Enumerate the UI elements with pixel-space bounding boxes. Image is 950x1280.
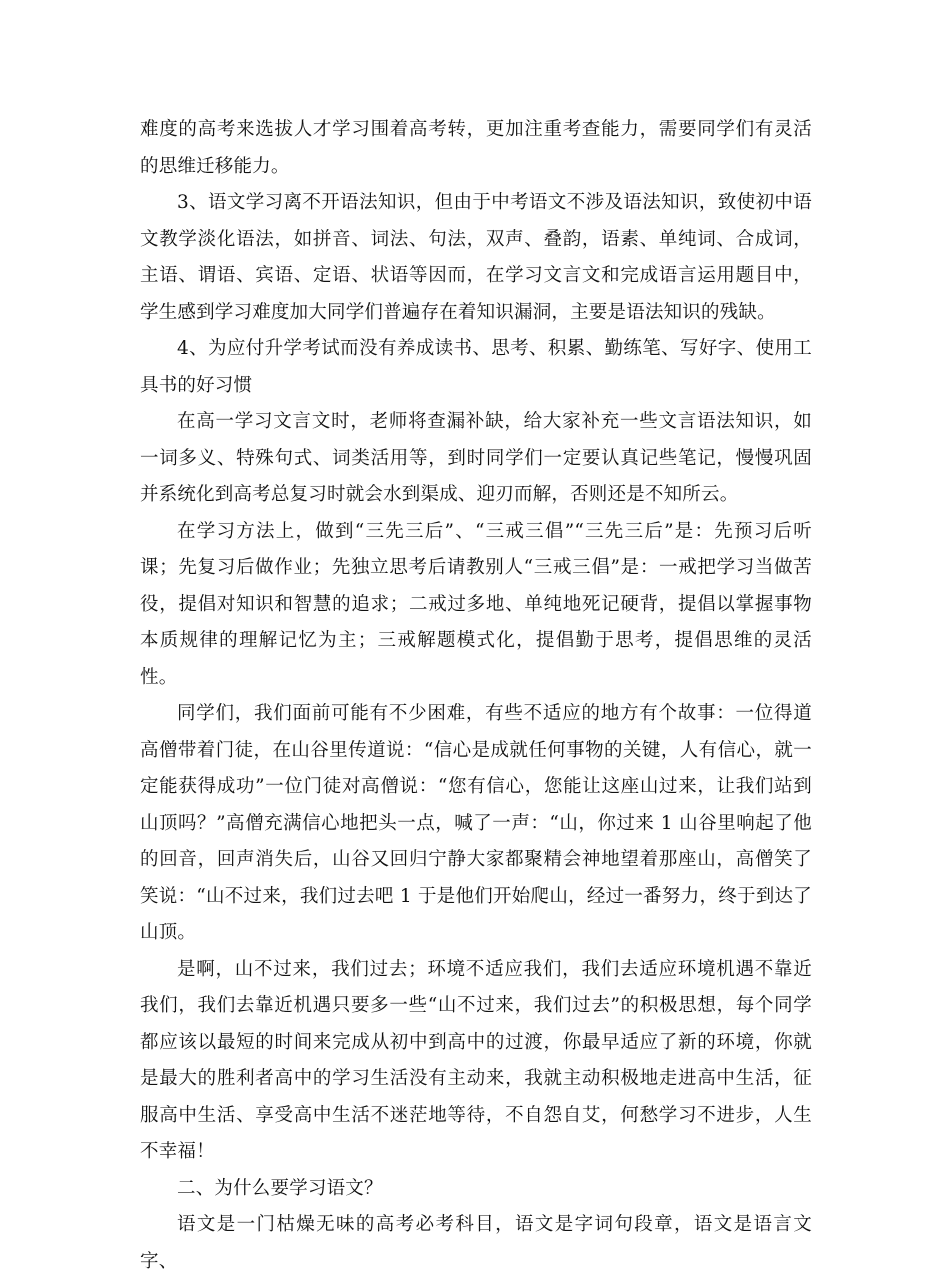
paragraph-point-4: 4、为应付升学考试而没有养成读书、思考、积累、勤练笔、写好字、使用工具书的好习惯 (140, 338, 812, 396)
section-heading-why-learn-chinese: 二、为什么要学习语文？ (177, 1177, 383, 1199)
paragraph-classical-chinese: 在高一学习文言文时，老师将查漏补缺，给大家补充一些文言语法知识，如一词多义、特殊句式、词类活用等，到时同学们一定要认真记些笔记，慢慢巩固并系统化到高考总复习时就会水到渠成、迎刃而解，否则还是不知所云。 (140, 411, 812, 505)
document-body (140, 112, 812, 1280)
paragraph-continuation: 难度的高考来选拔人才学习围着高考转，更加注重考查能力，需要同学们有灵活的思维迁移能力。 (140, 119, 812, 177)
paragraph-adaptation: 是啊，山不过来，我们过去；环境不适应我们，我们去适应环境机遇不靠近我们，我们去靠近机遇只要多一些“山不过来，我们过去”的积极思想，每个同学都应该以最短的时间来完成从初中到高中的过渡，你最早适应了新的环境，你就是最大的胜利者高中的学习生活没有主动来，我就主动积极地走进高中生活，征服高中生活、享受高中生活不迷茫地等待，不自怨自艾，何愁学习不进步，人生不幸福！ (140, 958, 812, 1162)
paragraph-story: 同学们，我们面前可能有不少困难，有些不适应的地方有个故事：一位得道高僧带着门徒，在山谷里传道说：“信心是成就任何事物的关键，人有信心，就一定能获得成功”一位门徒对高僧说：“您有信心，您能让这座山过来，让我们站到山顶吗？”高僧充满信心地把头一点，喊了一声：“山，你过来 1 山谷里响起了他的回音，回声消失后，山谷又回归宁静大家都聚精会神地望着那座山，高僧笑了笑说：“山不过来，我们过去吧 1 于是他们开始爬山，经过一番努力，终于到达了山顶。 (140, 703, 812, 943)
paragraph-chinese-subject: 语文是一门枯燥无味的高考必考科目，语文是字词句段章，语文是语言文字、 (140, 1214, 812, 1272)
paragraph-point-3: 3、语文学习离不开语法知识，但由于中考语文不涉及语法知识，致使初中语文教学淡化语法，如拼音、词法、句法，双声、叠韵，语素、单纯词、合成词，主语、谓语、宾语、定语、状语等因而，在学习文言文和完成语言运用题目中，学生感到学习难度加大同学们普遍存在着知识漏洞，主要是语法知识的残缺。 (140, 192, 812, 323)
paragraph-study-methods: 在学习方法上，做到“三先三后”、“三戒三倡”“三先三后”是：先预习后听课；先复习后做作业；先独立思考后请教别人“三戒三倡”是：一戒把学习当做苦役，提倡对知识和智慧的追求；二戒过多地、单纯地死记硬背，提倡以掌握事物本质规律的理解记忆为主；三戒解题模式化，提倡勤于思考，提倡思维的灵活性。 (140, 520, 812, 688)
